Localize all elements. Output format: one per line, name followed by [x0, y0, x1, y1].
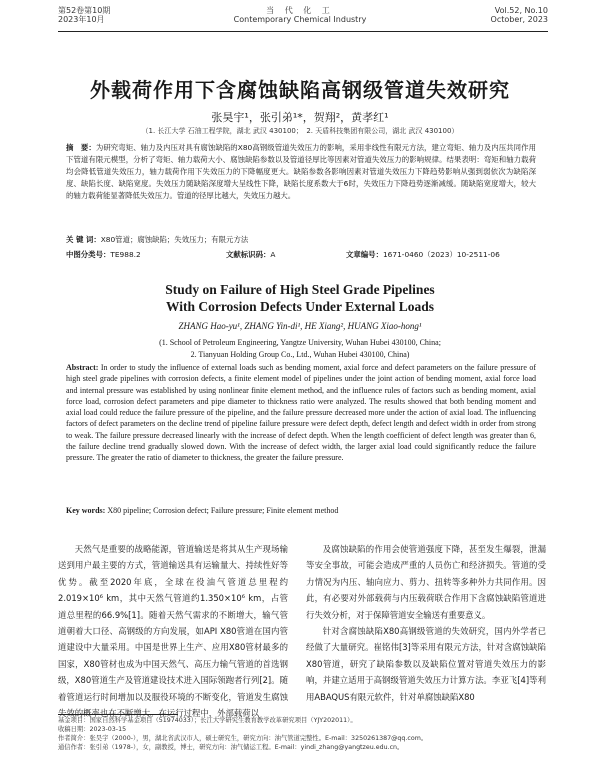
chinese-abstract-label: 摘 要：: [66, 143, 96, 152]
volume-en: Vol.52, No.10: [494, 6, 548, 15]
english-authors: ZHANG Hao-yu¹, ZHANG Yin-di¹, HE Xiang², HUANG Xiao-hong¹: [178, 321, 422, 331]
article-no-label: 文章编号：: [346, 250, 383, 259]
chinese-affiliations: （1. 长江大学 石油工程学院，湖北 武汉 430100； 2. 天盾科技集团有限公司，湖北 武汉 430100）: [141, 127, 459, 135]
english-keywords-label: Key words:: [66, 506, 106, 515]
footnote-corresponding: 通信作者：张引弟（1978-），女，副教授，博士，研究方向：油气储运工程。E-mail：yindi_zhang@yangtzeu.edu.cn。: [58, 744, 404, 751]
header-rule: [58, 31, 548, 32]
chinese-authors: 张昊宇¹，张引弟¹*，贺翔²，黄孝红¹: [211, 111, 389, 124]
chinese-title: 外载荷作用下含腐蚀缺陷高钢级管道失效研究: [90, 78, 510, 102]
english-affiliations: [0, 337, 600, 361]
doc-code-value: A: [270, 250, 276, 259]
body-left-column: [58, 541, 288, 721]
journal-name-en: Contemporary Chemical Industry: [233, 15, 367, 24]
english-abstract-label: Abstract:: [66, 363, 99, 372]
header-right: [491, 6, 548, 24]
body-right-column: [306, 541, 546, 705]
class-value: TE988.2: [110, 250, 141, 259]
english-affiliation-1: (1. School of Petroleum Engineering, Yangtze University, Wuhan Hubei 430100, China;: [159, 338, 441, 347]
footnote-rule: [58, 714, 178, 715]
header-center: [200, 6, 400, 24]
english-affiliation-2: 2. Tianyuan Holding Group Co., Ltd., Wuhan Hubei 430100, China): [190, 350, 410, 359]
chinese-keywords-text: X80管道；腐蚀缺陷；失效压力；有限元方法: [100, 235, 249, 244]
body-paragraph: 及腐蚀缺陷的作用会使管道强度下降，甚至发生爆裂，泄漏等安全事故，可能会造成严重的人员伤亡和经济损失。管道的受力情况为内压、轴向应力、剪力、扭转等多种外力共同作用。因此，有必要对外部载荷与内压载荷联合作用下含腐蚀缺陷管道进行失效分析，对于保障管道安全输送有重要意义。: [306, 544, 546, 620]
english-keywords-text: X80 pipeline; Corrosion defect; Failure pressure; Finite element method: [107, 506, 339, 515]
english-title: Study on Failure of High Steel Grade Pipelines With Corrosion Defects Under External Loads: [165, 282, 435, 314]
article-no-value: 1671-0460（2023）10-2511-06: [382, 250, 500, 259]
date-cn: 2023年10月: [58, 15, 105, 24]
footnote-funding: 基金项目：国家自然科学基金项目（51974033）；长江大学研究生教育教学改革研究项目（YJY202011）。: [58, 717, 357, 724]
journal-name-cn: 当 代 化 工: [266, 6, 334, 15]
class-label: 中图分类号：: [66, 250, 111, 259]
body-paragraph: 天然气是重要的战略能源，管道输送是将其从生产现场输送到用户最主要的方式，管道输送具有运输量大、持续性好等优势。截至2020年底，全球在役油气管道总里程约2.019×10⁶ km，其中天然气管道约1.350×10⁶ km，占管道总里程的66.9%[1]。随着天然气需求的不断增大，输气管道朝着大口径、高钢级的方向发展，如API X80管道在国内管道建设中大量采用。中国是世界上生产、应用X80管材最多的国家，X80管材也成为中国天然气、高压力输气管道的首选钢级，X80管道生产及管道建设技术进入国际领跑者行列[2]。随着管道运行时间增加以及服役环境的不断变化，管道发生腐蚀失效的概率也在不断增大。在运行过程中，外部载荷以: [58, 544, 288, 719]
chinese-abstract-text: 为研究弯矩、轴力及内压对具有腐蚀缺陷的X80高钢级管道失效压力的影响，采用非线性有限元方法，建立弯矩、轴力及内压共同作用下管道有限元模型，分析了弯矩、轴力载荷大小、腐蚀缺陷参数以及管道径厚比等因素对管道失效压力的影响规律。结果表明：弯矩和轴力载荷均会降低管道失效压力，轴力载荷作用下失效压力的下降幅度更大。缺陷参数各影响因素对管道失效压力下降趋势影响从强到弱依次为缺陷深度、缺陷长度、缺陷宽度。失效压力随缺陷深度增大呈线性下降，缺陷长度系数大于6时，失效压力下降趋势逐渐减缓。随缺陷宽度增大，较大的轴力载荷能显著降低失效压力。管道的径厚比越大，失效压力越大。: [66, 143, 536, 200]
chinese-keywords-label: 关 键 词：: [66, 235, 101, 244]
english-keywords: [66, 505, 536, 516]
chinese-abstract: [66, 142, 536, 202]
english-abstract-text: In order to study the influence of external loads such as bending moment, axial force and defect parameters on the failure pressure of high steel grade pipelines with corrosion defects, a finite element model of pipelines under the joint action of bending moment, axial force load and internal pressure was established by using nonlinear finite element method, and the influence rules of factors such as bending moment, axial force load, corrosion defect parameters and pipe diameter to thickness ratio were analyzed. The results showed that both bending moment and axial load could reduce the failure pressure of the pipeline, and the failure pressure decreased more under the action of axial load. The influencing factors of defect parameters on the decline trend of pipeline failure pressure were defect depth, defect length and defect width in order from strong to weak. The failure pressure decreased linearly with the increase of defect depth. When the length coefficient of defect length was greater than 6, the failure decline trend gradually slowed down. With the increase of defect width, the larger axial load could significantly reduce the failure pressure. The greater the ratio of diameter to thickness, the greater the failure pressure.: [66, 363, 536, 463]
footnote-author-bio: 作者简介：张昊宇（2000-），男，湖北省武汉市人，硕士研究生，研究方向：油气管道完整性。E-mail：3250261387@qq.com。: [58, 735, 428, 742]
doc-code-label: 文献标识码：: [226, 250, 271, 259]
footnotes: [58, 716, 548, 752]
header-left: [58, 6, 110, 24]
footnote-received: 收稿日期：2023-03-15: [58, 726, 127, 733]
english-abstract: [66, 362, 536, 464]
chinese-keywords: [66, 235, 536, 245]
volume-cn: 第52卷第10期: [58, 6, 111, 15]
classification-line: [66, 250, 536, 260]
body-paragraph: 针对含腐蚀缺陷X80高钢级管道的失效研究，国内外学者已经做了大量研究。崔铭伟[3]等采用有限元方法，针对含腐蚀缺陷X80管道，研究了缺陷参数以及缺陷位置对管道失效压力的影响，并建立适用于高钢级管道失效压力计算方法。李亚飞[4]等利用ABAQUS有限元软件，针对单腐蚀缺陷X80: [306, 626, 546, 702]
date-en: October, 2023: [490, 15, 548, 24]
